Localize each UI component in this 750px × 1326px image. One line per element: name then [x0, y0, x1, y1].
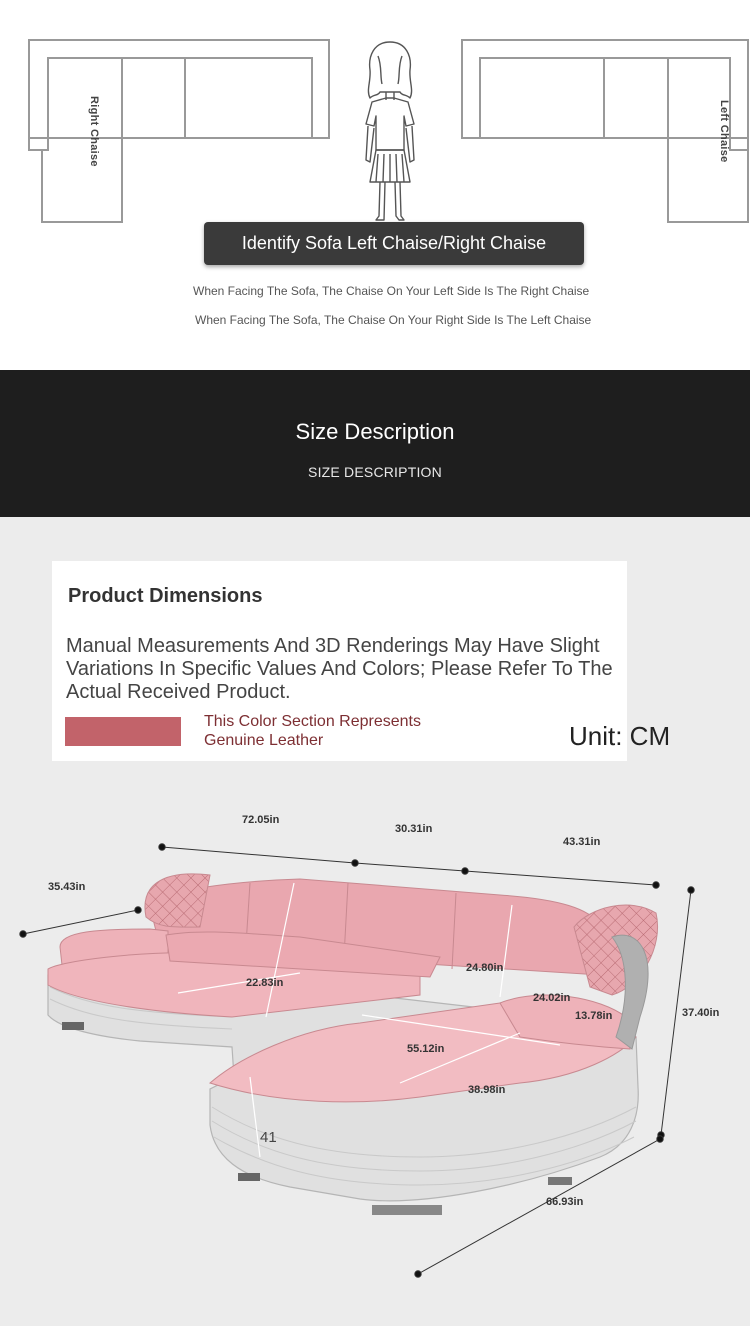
measurement-disclaimer: Manual Measurements And 3D Renderings May Have Slight Variations In Specific Values And Colors; Please Refer To The Actual Received Product.: [66, 635, 613, 703]
chaise-guide-section: [0, 0, 750, 370]
identify-chaise-banner: [204, 222, 584, 265]
dim-height: 37.40in: [682, 1007, 720, 1019]
left-chaise-diagram: [460, 30, 750, 225]
dim-arm-height: 13.78in: [575, 1010, 613, 1022]
dim-right-width: 43.31in: [563, 836, 601, 848]
size-description-title: Size Description: [295, 419, 455, 444]
product-dimensions-section: [0, 517, 750, 1326]
right-chaise-label: Right Chaise: [88, 96, 100, 167]
sofa-dimension-drawing: [0, 787, 750, 1326]
unit-label: Unit: CM: [569, 721, 671, 751]
leather-swatch-line2: Genuine Leather: [204, 732, 324, 749]
dim-back-height: 24.80in: [466, 962, 504, 974]
dim-side-depth: 35.43in: [48, 881, 86, 893]
leather-color-swatch: [65, 717, 181, 746]
person-illustration: [352, 36, 428, 231]
left-chaise-note: When Facing The Sofa, The Chaise On Your Right Side Is The Left Chaise: [195, 313, 592, 327]
dim-seat-height: 41: [260, 1129, 277, 1146]
dim-seat-depth: 22.83in: [246, 977, 284, 989]
dim-arm-width: 24.02in: [533, 992, 571, 1004]
left-chaise-label: Left Chaise: [718, 100, 730, 163]
identify-chaise-text: Identify Sofa Left Chaise/Right Chaise: [241, 233, 547, 253]
dim-chaise-length: 55.12in: [407, 1043, 445, 1055]
dim-chaise-depth: 66.93in: [546, 1196, 584, 1208]
leather-swatch-line1: This Color Section Represents: [204, 713, 421, 730]
product-dimensions-title: Product Dimensions: [68, 585, 263, 607]
sofa-illustration: [0, 787, 750, 1326]
dim-middle-width: 30.31in: [395, 823, 433, 835]
size-description-subtitle: SIZE DESCRIPTION: [308, 464, 442, 480]
right-chaise-diagram: [28, 30, 330, 225]
dim-total-width: 72.05in: [242, 814, 280, 826]
leather-swatch-caption: [204, 712, 421, 750]
dim-chaise-width: 38.98in: [468, 1084, 506, 1096]
right-chaise-note: When Facing The Sofa, The Chaise On Your Left Side Is The Right Chaise: [193, 284, 590, 298]
size-description-header: [0, 370, 750, 517]
